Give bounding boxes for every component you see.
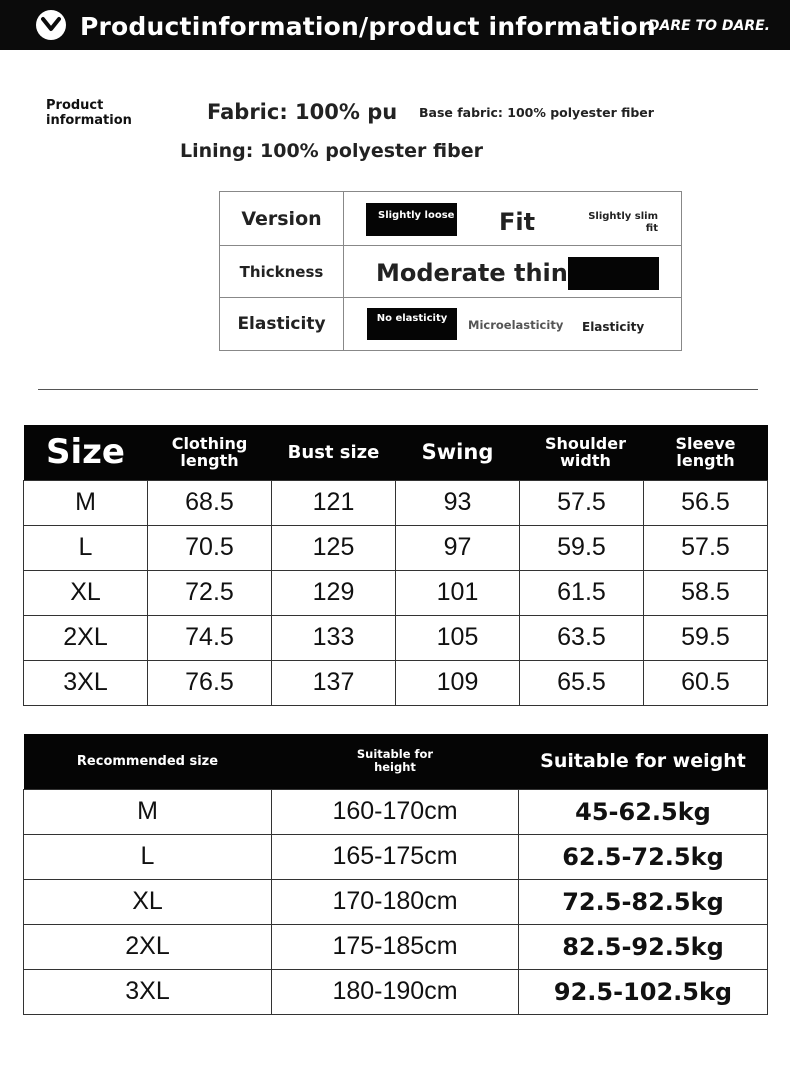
elasticity-option-elastic: Elasticity bbox=[582, 320, 645, 334]
version-row bbox=[220, 192, 681, 246]
version-option-slim: Slightly slim fit bbox=[588, 211, 658, 234]
cell-shoulder-width: 63.5 bbox=[520, 615, 644, 660]
version-label: Version bbox=[220, 192, 344, 245]
cell-swing: 109 bbox=[396, 660, 520, 705]
cell-shoulder-width: 61.5 bbox=[520, 570, 644, 615]
cell-bust-size: 133 bbox=[272, 615, 396, 660]
cell-height: 160-170cm bbox=[272, 789, 519, 834]
cell-bust-size: 129 bbox=[272, 570, 396, 615]
table-row bbox=[24, 969, 768, 1014]
cell-bust-size: 121 bbox=[272, 480, 396, 525]
brand-slogan: DARE TO DARE. bbox=[647, 18, 770, 34]
lining-text: Lining: 100% polyester fiber bbox=[180, 140, 483, 162]
product-info-label: Product information bbox=[46, 98, 132, 128]
cell-weight: 62.5-72.5kg bbox=[519, 834, 768, 879]
cell-weight: 92.5-102.5kg bbox=[519, 969, 768, 1014]
size-table bbox=[23, 425, 768, 706]
table-row bbox=[24, 879, 768, 924]
col-header-height: Suitable for height bbox=[272, 734, 519, 789]
cell-clothing-length: 70.5 bbox=[148, 525, 272, 570]
thickness-row bbox=[220, 246, 681, 298]
col-header-shoulder-width: Shoulder width bbox=[520, 425, 644, 480]
cell-size: M bbox=[24, 480, 148, 525]
cell-weight: 82.5-92.5kg bbox=[519, 924, 768, 969]
col-header-sleeve-length: Sleeve length bbox=[644, 425, 768, 480]
elasticity-label: Elasticity bbox=[220, 298, 344, 350]
cell-sleeve-length: 59.5 bbox=[644, 615, 768, 660]
cell-bust-size: 137 bbox=[272, 660, 396, 705]
col-header-clothing-length: Clothing length bbox=[148, 425, 272, 480]
cell-sleeve-length: 60.5 bbox=[644, 660, 768, 705]
table-row bbox=[24, 660, 768, 705]
col-header-recommended-size: Recommended size bbox=[24, 734, 272, 789]
fabric-text: Fabric: 100% pu bbox=[207, 100, 398, 124]
col-header-weight: Suitable for weight bbox=[519, 734, 768, 789]
cell-sleeve-length: 57.5 bbox=[644, 525, 768, 570]
cell-size: 3XL bbox=[24, 660, 148, 705]
thickness-selected-marker bbox=[568, 257, 659, 290]
recommendation-table-header bbox=[24, 734, 768, 789]
version-option-fit: Fit bbox=[499, 208, 536, 236]
cell-weight: 45-62.5kg bbox=[519, 789, 768, 834]
cell-size: 3XL bbox=[24, 969, 272, 1014]
version-option-selected: Slightly loose bbox=[366, 203, 457, 236]
cell-swing: 101 bbox=[396, 570, 520, 615]
cell-weight: 72.5-82.5kg bbox=[519, 879, 768, 924]
table-row bbox=[24, 924, 768, 969]
cell-size: L bbox=[24, 525, 148, 570]
cell-size: XL bbox=[24, 879, 272, 924]
table-row bbox=[24, 570, 768, 615]
elasticity-option-selected: No elasticity bbox=[367, 308, 457, 340]
cell-shoulder-width: 59.5 bbox=[520, 525, 644, 570]
size-table-header bbox=[24, 425, 768, 480]
cell-clothing-length: 68.5 bbox=[148, 480, 272, 525]
col-header-size: Size bbox=[24, 425, 148, 480]
cell-size: M bbox=[24, 789, 272, 834]
cell-shoulder-width: 57.5 bbox=[520, 480, 644, 525]
thickness-label: Thickness bbox=[220, 246, 344, 297]
cell-bust-size: 125 bbox=[272, 525, 396, 570]
cell-sleeve-length: 56.5 bbox=[644, 480, 768, 525]
recommendation-table bbox=[23, 734, 768, 1015]
cell-height: 180-190cm bbox=[272, 969, 519, 1014]
col-header-bust-size: Bust size bbox=[272, 425, 396, 480]
cell-height: 175-185cm bbox=[272, 924, 519, 969]
elasticity-option-micro: Microelasticity bbox=[468, 318, 564, 332]
elasticity-row bbox=[220, 298, 681, 350]
table-row bbox=[24, 834, 768, 879]
cell-size: 2XL bbox=[24, 615, 148, 660]
table-row bbox=[24, 789, 768, 834]
chevron-down-logo-icon bbox=[36, 10, 66, 40]
cell-height: 165-175cm bbox=[272, 834, 519, 879]
table-row bbox=[24, 615, 768, 660]
base-fabric-text: Base fabric: 100% polyester fiber bbox=[419, 105, 654, 120]
table-row bbox=[24, 480, 768, 525]
cell-shoulder-width: 65.5 bbox=[520, 660, 644, 705]
cell-clothing-length: 76.5 bbox=[148, 660, 272, 705]
cell-size: 2XL bbox=[24, 924, 272, 969]
cell-swing: 93 bbox=[396, 480, 520, 525]
attributes-table bbox=[219, 191, 682, 351]
col-header-swing: Swing bbox=[396, 425, 520, 480]
cell-height: 170-180cm bbox=[272, 879, 519, 924]
cell-clothing-length: 74.5 bbox=[148, 615, 272, 660]
page-title: Productinformation/product information bbox=[80, 12, 656, 41]
cell-clothing-length: 72.5 bbox=[148, 570, 272, 615]
cell-size: XL bbox=[24, 570, 148, 615]
cell-swing: 97 bbox=[396, 525, 520, 570]
header-bar bbox=[0, 0, 790, 50]
section-divider bbox=[38, 389, 758, 390]
cell-size: L bbox=[24, 834, 272, 879]
table-row bbox=[24, 525, 768, 570]
cell-sleeve-length: 58.5 bbox=[644, 570, 768, 615]
thickness-option: Moderate thin bbox=[376, 259, 568, 287]
cell-swing: 105 bbox=[396, 615, 520, 660]
